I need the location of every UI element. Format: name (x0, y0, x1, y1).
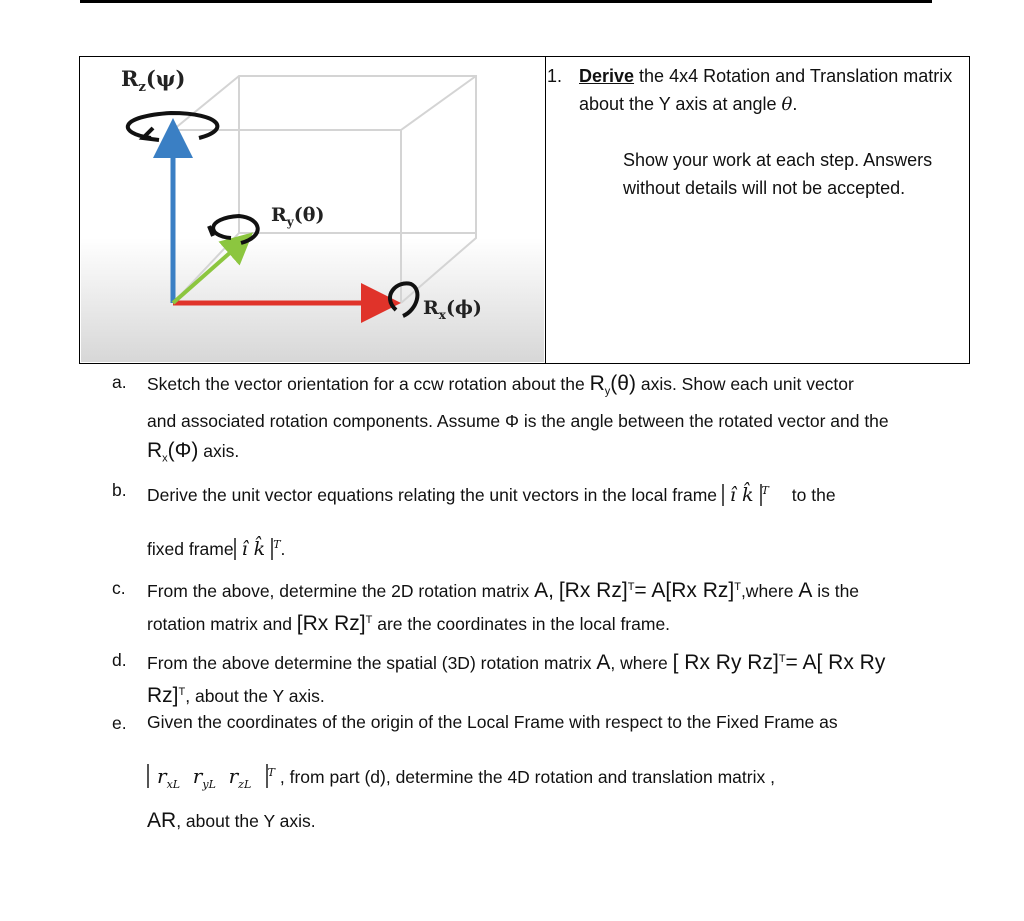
part-c: From the above, determine the 2D rotation matrix A, [Rx Rz]$^T$= A[Rx Rz]$^T$,where A is the rotation matrix and [Rx Rz]$^T$ are the coordinates in the local frame. (147, 578, 860, 635)
rz-label: $R_z(\psi)$ (121, 66, 186, 95)
rx-label: $R_x(\phi)$ (423, 297, 482, 322)
part-a-label: a. (112, 372, 127, 392)
fixed-frame-vector: î k̂ (234, 538, 274, 560)
table-divider (545, 56, 546, 364)
derive-keyword: Derive (579, 66, 635, 86)
part-b-fixed: fixed frame î k̂ $^T$. (147, 537, 286, 560)
question-number: 1. (547, 66, 563, 86)
rotation-figure (81, 58, 544, 362)
top-rule (80, 0, 932, 3)
part-d-label: d. (112, 650, 127, 670)
local-frame-vector: î k̂ (722, 484, 762, 506)
part-e-end: AR, about the Y axis. (147, 809, 316, 832)
part-e: Given the coordinates of the origin of the Local Frame with respect to the Fixed Frame as (147, 712, 838, 732)
part-a: Sketch the vector orientation for a ccw rotation about the $R_y(\theta)$ axis. Show each unit vector and associated rotation components. Assume Φ is the angle between the rotated vector and the $R_x(\Phi)$ axis. (147, 372, 889, 464)
origin-vector: $r_{xL}$ $r_{yL}$ $r_{zL}$ (147, 764, 268, 788)
part-b-label: b. (112, 480, 127, 500)
part-c-label: c. (112, 578, 126, 598)
instructions: Show your work at each step. Answers without details will not be accepted. (623, 150, 933, 198)
part-e-vector-line: $r_{xL}$ $r_{yL}$ $r_{zL}$ $^T$ , from part (d), determine the 4D rotation and translation matrix , (147, 758, 977, 799)
part-b: Derive the unit vector equations relating the unit vectors in the local frame î k̂ $^T$ to the (147, 483, 836, 506)
part-e-label: e. (112, 713, 127, 733)
ry-label: $R_y(\theta)$ (271, 204, 325, 229)
part-d: From the above determine the spatial (3D) rotation matrix A, where [ Rx Ry Rz]$^T$= A[ Rx Ry Rz]$^T$, about the Y axis. (147, 650, 886, 707)
question-1-text: Derive the 4x4 Rotation and Translation matrix about the Y axis at angle θ. (579, 66, 953, 115)
